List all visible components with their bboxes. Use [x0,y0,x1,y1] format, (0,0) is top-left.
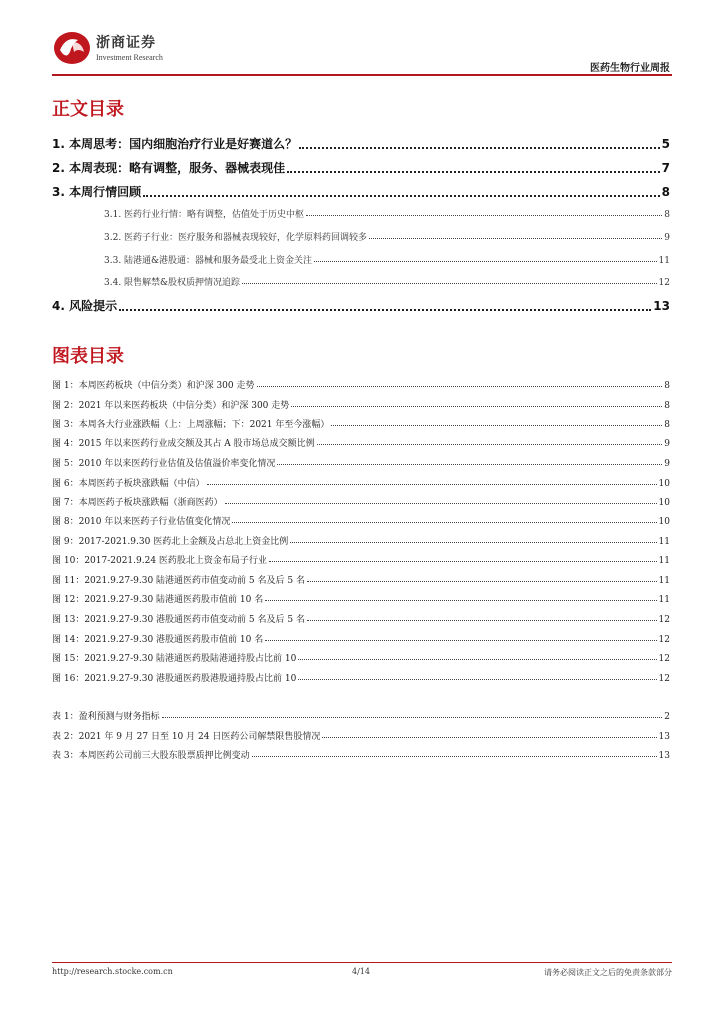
toc-title: 正文目录 [52,99,124,120]
page-header [52,28,672,78]
report-type: 医药生物行业周报 [590,63,670,74]
figures-title: 图表目录 [52,346,124,367]
figure-item[interactable]: 图 5：2010 年以来医药行业估值及估值溢价率变化情况 9 [52,459,670,469]
table-item[interactable]: 表 1：盈利预测与财务指标 2 [52,712,670,722]
figure-item[interactable]: 图 2：2021 年以来医药板块（中信分类）和沪深 300 走势 8 [52,401,670,411]
figure-item[interactable]: 图 3：本周各大行业涨跌幅（上：上周涨幅；下：2021 年至今涨幅） 8 [52,420,670,430]
figure-item[interactable]: 图 12：2021.9.27-9.30 陆港通医药股市值前 10 名 11 [52,595,670,605]
footer-url[interactable]: http://research.stocke.com.cn [52,967,173,976]
toc-item[interactable]: 3. 本周行情回顾 8 [52,185,670,199]
figure-item[interactable]: 图 7：本周医药子板块涨跌幅（浙商医药） 10 [52,498,670,508]
brand-subtitle: Investment Research [96,53,163,62]
zheshang-logo-icon [52,30,92,66]
toc-item[interactable]: 2. 本周表现：略有调整，服务、器械表现佳 7 [52,161,670,175]
figure-item[interactable]: 图 1：本周医药板块（中信分类）和沪深 300 走势 8 [52,381,670,391]
table-item[interactable]: 表 3：本周医药公司前三大股东股票质押比例变动 13 [52,751,670,761]
figure-item[interactable]: 图 14：2021.9.27-9.30 港股通医药股市值前 10 名 12 [52,635,670,645]
toc-subitem[interactable]: 3.2. 医药子行业：医疗服务和器械表现较好，化学原料药回调较多 9 [104,233,670,243]
toc-subitem[interactable]: 3.4. 限售解禁&股权质押情况追踪 12 [104,278,670,288]
toc-subitem[interactable]: 3.3. 陆港通&港股通：器械和服务最受北上资金关注 11 [104,256,670,266]
header-divider [52,74,672,76]
figure-item[interactable]: 图 13：2021.9.27-9.30 港股通医药市值变动前 5 名及后 5 名 12 [52,615,670,625]
figure-item[interactable]: 图 8：2010 年以来医药子行业估值变化情况 10 [52,517,670,527]
figure-item[interactable]: 图 4：2015 年以来医药行业成交额及其占 A 股市场总成交额比例 9 [52,439,670,449]
figure-item[interactable]: 图 11：2021.9.27-9.30 陆港通医药市值变动前 5 名及后 5 名 11 [52,576,670,586]
brand-name: 浙商证券 [96,35,156,51]
page-number: 4/14 [352,967,370,976]
toc-item[interactable]: 4. 风险提示 13 [52,299,670,313]
footer-divider [52,962,672,963]
figure-item[interactable]: 图 10：2017-2021.9.24 医药股北上资金布局子行业 11 [52,556,670,566]
figure-item[interactable]: 图 16：2021.9.27-9.30 港股通医药股港股通持股占比前 10 12 [52,674,670,684]
footer-disclaimer: 请务必阅读正文之后的免责条款部分 [544,968,672,977]
toc-subitem[interactable]: 3.1. 医药行业行情：略有调整，估值处于历史中枢 8 [104,210,670,220]
figure-item[interactable]: 图 15：2021.9.27-9.30 陆港通医药股陆港通持股占比前 10 12 [52,654,670,664]
toc-item[interactable]: 1. 本周思考：国内细胞治疗行业是好赛道么？ 5 [52,137,670,151]
figure-item[interactable]: 图 9：2017-2021.9.30 医药北上金额及占总北上资金比例 11 [52,537,670,547]
figure-item[interactable]: 图 6：本周医药子板块涨跌幅（中信） 10 [52,479,670,489]
table-item[interactable]: 表 2：2021 年 9 月 27 日至 10 月 24 日医药公司解禁限售股情况 13 [52,732,670,742]
